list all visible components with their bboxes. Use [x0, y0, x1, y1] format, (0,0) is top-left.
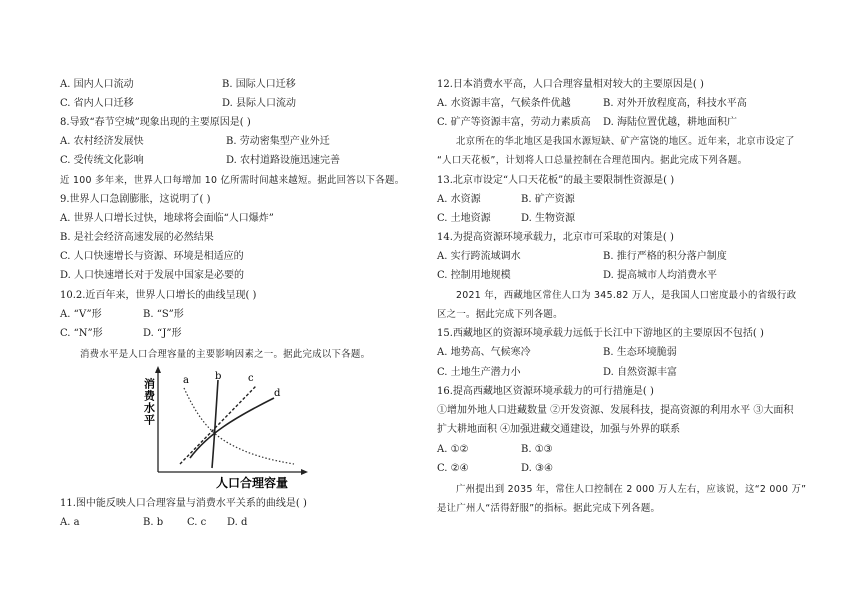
q14-stem: 14.为提高资源环境承载力，北京市可采取的对策是( ) — [437, 232, 674, 243]
curve-b-label: b — [215, 371, 222, 382]
q15-option-b: B. 生态环境脆弱 — [603, 347, 677, 358]
q12-stem: 12.日本消费水平高，人口合理容量相对较大的主要原因是( ) — [437, 79, 704, 90]
q10-option-b: B. “S”形 — [143, 309, 184, 320]
q7-option-b: B. 国际人口迁移 — [222, 79, 296, 90]
x-axis-label: 人口合理容量 — [216, 476, 289, 490]
q16-statements-line1: ①增加外地人口进藏数量 ②开发资源、发展科技，提高资源的利用水平 ③大面积 — [437, 405, 794, 416]
curve-d — [190, 398, 274, 458]
curve-b — [212, 380, 218, 468]
intro-q17-line1: 广州提出到 2035 年，常住人口控制在 2 000 万人左右，应该说，这“2 000 万” — [456, 484, 807, 495]
q8-option-a: A. 农村经济发展快 — [60, 136, 144, 147]
q10-stem: 10.2.近百年来，世界人口增长的曲线呈现( ) — [60, 290, 257, 301]
q13-stem: 13.北京市设定“人口天花板”的最主要限制性资源是( ) — [437, 175, 675, 186]
q16-option-d: D. ③④ — [521, 463, 553, 474]
q14-option-a: A. 实行跨流域调水 — [437, 251, 521, 262]
q9-option-d: D. 人口快速增长对于发展中国家是必要的 — [60, 270, 245, 281]
q16-statements-line2: 扩大耕地面积 ④加强进藏交通建设，加强与外界的联系 — [437, 424, 681, 435]
x-axis-arrow — [301, 469, 308, 475]
q16-option-a: A. ①② — [437, 444, 469, 455]
q15-option-c: C. 土地生产潜力小 — [437, 367, 521, 378]
q11-option-b: B. b — [143, 517, 164, 528]
curve-d-label: d — [274, 388, 281, 399]
q16-option-b: B. ①③ — [521, 444, 553, 455]
q16-stem: 16.提高西藏地区资源环境承载力的可行措施是( ) — [437, 386, 654, 397]
q9-option-a: A. 世界人口增长过快，地球将会面临“人口爆炸” — [60, 213, 274, 224]
q15-option-a: A. 地势高、气候寒冷 — [437, 347, 531, 358]
q12-option-b: B. 对外开放程度高，科技水平高 — [603, 98, 747, 109]
curve-a — [184, 388, 294, 464]
q13-option-c: C. 土地资源 — [437, 213, 491, 224]
q15-stem: 15.西藏地区的资源环境承载力远低于长江中下游地区的主要原因不包括( ) — [437, 328, 764, 339]
q14-option-c: C. 控制用地规模 — [437, 270, 511, 281]
q8-option-d: D. 农村道路设施迅速完善 — [226, 155, 341, 166]
q12-option-c: C. 矿产等资源丰富，劳动力素质高 — [437, 117, 591, 128]
q13-option-a: A. 水资源 — [437, 194, 481, 205]
q11-option-c: C. c — [187, 517, 207, 528]
q10-option-a: A. “V”形 — [60, 309, 102, 320]
q9-option-b: B. 是社会经济高速发展的必然结果 — [60, 232, 214, 243]
curve-c-label: c — [248, 373, 254, 384]
q12-option-d: D. 海陆位置优越，耕地面积广 — [603, 117, 738, 128]
q11-option-d: D. d — [227, 517, 248, 528]
q13-option-d: D. 生物资源 — [521, 213, 576, 224]
q7-option-d: D. 县际人口流动 — [222, 98, 297, 109]
q8-stem: 8.导致“春节空城”现象出现的主要原因是( ) — [60, 117, 251, 128]
q16-option-c: C. ②④ — [437, 463, 469, 474]
y-axis-label: 消费水平 — [142, 378, 156, 426]
q7-option-c: C. 省内人口迁移 — [60, 98, 134, 109]
q8-option-c: C. 受传统文化影响 — [60, 155, 144, 166]
q7-option-a: A. 国内人口流动 — [60, 79, 134, 90]
q15-option-d: D. 自然资源丰富 — [603, 367, 678, 378]
q10-option-d: D. “J”形 — [143, 328, 182, 339]
curve-c — [180, 386, 256, 464]
intro-q15-line1: 2021 年，西藏地区常住人口为 345.82 万人，是我国人口密度最小的省级行政 — [456, 290, 797, 301]
curve-a-label: a — [183, 375, 189, 386]
intro-q15-line2: 区之一。据此完成下列各题。 — [437, 309, 563, 320]
y-axis-arrow — [155, 366, 161, 373]
q13-option-b: B. 矿产资源 — [521, 194, 575, 205]
intro-q13-line2: “人口天花板”，计划将人口总量控制在合理范围内。据此完成下列各题。 — [437, 155, 748, 166]
intro-q17-line2: 是让广州人“活得舒服”的指标。据此完成下列各题。 — [437, 503, 661, 514]
q10-option-c: C. “N”形 — [60, 328, 103, 339]
q11-stem: 11.图中能反映人口合理容量与消费水平关系的曲线是( ) — [60, 498, 307, 509]
q9-option-c: C. 人口快速增长与资源、环境是相适应的 — [60, 251, 244, 262]
q14-option-b: B. 推行严格的积分落户制度 — [603, 251, 727, 262]
q8-option-b: B. 劳动密集型产业外迁 — [226, 136, 330, 147]
q9-stem: 9.世界人口急剧膨胀，这说明了( ) — [60, 194, 211, 205]
q12-option-a: A. 水资源丰富，气候条件优越 — [437, 98, 571, 109]
intro-q9: 近 100 多年来，世界人口每增加 10 亿所需时间越来越短。据此回答以下各题。 — [60, 175, 405, 186]
intro-q13-line1: 北京所在的华北地区是我国水源短缺、矿产富饶的地区。近年来，北京市设定了 — [456, 136, 795, 147]
intro-q11: 消费水平是人口合理容量的主要影响因素之一。据此完成以下各题。 — [80, 349, 371, 360]
consumption-capacity-graph — [138, 362, 318, 490]
q11-option-a: A. a — [60, 517, 80, 528]
q14-option-d: D. 提高城市人均消费水平 — [603, 270, 718, 281]
